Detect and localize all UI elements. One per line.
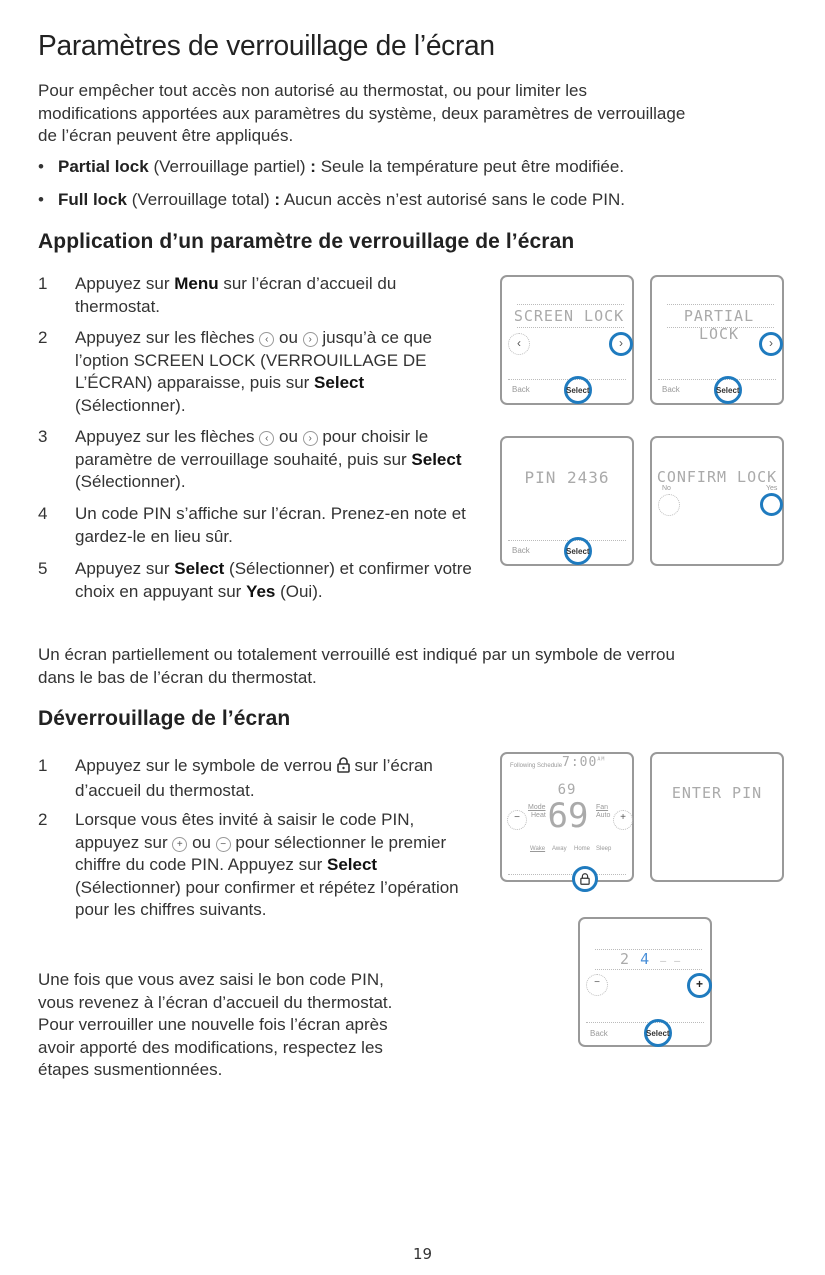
intro-line: de l’écran peuvent être appliqués. <box>38 126 294 145</box>
lcd-text: ENTER PIN <box>671 784 763 802</box>
back-button[interactable]: Back <box>662 385 680 394</box>
thermostat-screen-confirm-lock <box>650 436 784 566</box>
text: (Sélectionner) pour confirmer et répétez l’opération pour les chiffres suivants. <box>75 877 459 919</box>
step-4 <box>38 503 478 548</box>
chevron-right-icon: › <box>303 332 318 347</box>
unlock-step-2 <box>38 809 478 922</box>
step-text <box>75 755 478 802</box>
setpoint: 69 <box>557 782 577 798</box>
intro-line: Pour empêcher tout accès non autorisé au thermostat, ou pour limiter les <box>38 81 588 100</box>
lock-icon <box>337 757 350 780</box>
chevron-right-icon: › <box>619 336 623 350</box>
text: sur l’écran d’accueil du thermostat. <box>75 756 433 800</box>
step-text <box>75 809 478 922</box>
bullet-sep: : <box>310 157 316 176</box>
clock-ampm: AM <box>597 756 606 763</box>
bullet-paren: (Verrouillage partiel) <box>148 157 311 176</box>
step-number: 3 <box>38 427 48 446</box>
pin-digit-active: 4 <box>640 950 651 968</box>
text: Appuyez sur les flèches <box>75 328 260 347</box>
mode-value: Heat <box>531 812 546 819</box>
outro-line: étapes susmentionnées. <box>38 1060 223 1079</box>
step-number: 1 <box>38 756 48 775</box>
bullet-full-lock <box>38 189 625 211</box>
fan-label[interactable]: Fan <box>596 804 609 811</box>
text: (Sélectionner). <box>75 395 186 415</box>
text: ou <box>187 832 216 852</box>
thermostat-screen-enter-pin <box>650 752 784 882</box>
text: pour choisir le paramètre de verrouillage souhaité, puis sur <box>75 427 429 469</box>
schedule-status: Following Schedule <box>510 763 563 769</box>
step-2 <box>38 327 478 417</box>
yes-button-highlighted[interactable] <box>760 493 783 516</box>
thermostat-screen-partial-lock <box>650 275 784 405</box>
pin-digits <box>620 950 681 968</box>
yes-label: Yes <box>246 581 276 601</box>
step-number: 4 <box>38 504 48 523</box>
select-label: Select <box>411 449 462 469</box>
section-heading-unlock: Déverrouillage de l’écran <box>38 707 291 730</box>
clock <box>562 755 605 770</box>
text: Appuyez sur le symbole de verrou <box>75 756 337 775</box>
fan-value: Auto <box>596 812 611 819</box>
bullet-desc: Seule la température peut être modifiée. <box>315 157 625 176</box>
minus-icon: − <box>594 977 600 988</box>
bullet-paren: (Verrouillage total) <box>126 190 275 209</box>
text: pour sélectionner le premier chiffre du code PIN. Appuyez sur <box>75 832 447 874</box>
yes-label: Yes <box>766 485 778 492</box>
step-3 <box>38 426 478 494</box>
preset-wake[interactable]: Wake <box>530 846 546 852</box>
step-text <box>75 426 478 494</box>
page-title: Paramètres de verrouillage de l’écran <box>38 30 495 62</box>
select-button[interactable]: Select <box>566 547 590 556</box>
plus-icon: + <box>695 977 703 991</box>
step-text <box>75 327 478 417</box>
unlock-step-1 <box>38 755 478 802</box>
outro-paragraph <box>38 969 478 1082</box>
select-label: Select <box>314 373 365 392</box>
divider <box>595 969 702 970</box>
chevron-right-icon: › <box>769 336 773 350</box>
back-button[interactable]: Back <box>512 385 530 394</box>
page-number: 19 <box>412 1245 433 1263</box>
step-number: 2 <box>38 328 48 347</box>
text: Appuyez sur les flèches <box>75 427 260 446</box>
back-button[interactable]: Back <box>512 546 530 555</box>
intro-line: modifications apportées aux paramètres du système, deux paramètres de verrouillage <box>38 103 686 123</box>
chevron-left-icon: ‹ <box>517 336 521 350</box>
bullet-sep: : <box>274 190 281 209</box>
thermostat-screen-home-locked <box>500 752 634 882</box>
note-line: Un écran partiellement ou totalement verrouillé est indiqué par un symbole de verrou <box>38 645 675 664</box>
step-text <box>75 273 478 318</box>
lcd-text: SCREEN LOCK <box>513 307 625 325</box>
chevron-right-icon: › <box>303 431 318 446</box>
text: (Oui). <box>275 581 323 601</box>
thermostat-screen-screen-lock <box>500 275 634 405</box>
clock-time: 7:00 <box>562 755 598 770</box>
select-label: Select <box>174 559 225 578</box>
select-label: Select <box>327 855 378 874</box>
text: ou <box>274 427 303 446</box>
select-button[interactable]: Select <box>716 386 740 395</box>
menu-label: Menu <box>174 274 219 293</box>
outro-line: avoir apporté des modifications, respectez les <box>38 1037 383 1057</box>
intro-paragraph <box>38 80 798 148</box>
bullet-dot: • <box>38 190 44 209</box>
bullet-term: Partial lock <box>58 157 149 176</box>
divider <box>508 874 626 875</box>
minus-icon: − <box>514 812 520 823</box>
no-label: No <box>662 485 671 492</box>
divider <box>667 327 774 328</box>
preset-home[interactable]: Home <box>574 846 591 852</box>
thermostat-screen-pin <box>500 436 634 566</box>
divider <box>517 304 624 305</box>
divider <box>586 1022 704 1023</box>
lock-icon <box>580 872 590 890</box>
text: Appuyez sur <box>75 559 175 578</box>
chevron-left-icon: ‹ <box>259 431 274 446</box>
lcd-text: PIN 2436 <box>524 468 610 487</box>
back-button[interactable]: Back <box>590 1029 608 1038</box>
pin-digit-empty: – – <box>660 956 682 967</box>
lcd-text: PARTIAL LOCK <box>683 307 755 343</box>
text: sur l’écran d’accueil du thermostat. <box>75 274 397 316</box>
minus-icon: − <box>216 837 231 852</box>
chevron-left-icon: ‹ <box>259 332 274 347</box>
step-1 <box>38 273 478 318</box>
bullet-term: Full lock <box>58 190 127 209</box>
no-button[interactable] <box>658 494 680 516</box>
lcd-text: CONFIRM LOCK <box>656 468 778 486</box>
select-button[interactable]: Select <box>566 386 590 395</box>
indoor-temperature: 69 <box>547 796 589 836</box>
text: Lorsque vous êtes invité à saisir le code PIN, appuyez sur <box>75 810 415 852</box>
outro-line: Une fois que vous avez saisi le bon code PIN, <box>38 970 384 989</box>
text: ou <box>274 328 303 347</box>
step-number: 2 <box>38 810 48 829</box>
section-heading-apply-lock: Application d’un paramètre de verrouillage de l’écran <box>38 230 575 253</box>
bullet-desc: Aucun accès n’est autorisé sans le code PIN. <box>280 190 625 209</box>
divider <box>517 327 624 328</box>
text: (Sélectionner) et confirmer votre choix en appuyant sur <box>75 559 472 601</box>
pin-digit: 2 <box>620 950 631 968</box>
outro-line: Pour verrouiller une nouvelle fois l’écran après <box>38 1015 388 1034</box>
preset-sleep[interactable]: Sleep <box>596 846 612 852</box>
step-text: Un code PIN s’affiche sur l’écran. Prenez-en note et gardez-le en lieu sûr. <box>75 504 466 546</box>
select-button[interactable]: Select <box>646 1029 670 1038</box>
lock-indicator-note <box>38 644 808 689</box>
step-number: 5 <box>38 559 48 578</box>
outro-line: vous revenez à l’écran d’accueil du thermostat. <box>38 992 393 1012</box>
note-line: dans le bas de l’écran du thermostat. <box>38 667 317 687</box>
mode-label[interactable]: Mode <box>528 804 546 811</box>
divider <box>667 304 774 305</box>
bullet-partial-lock <box>38 156 624 178</box>
bullet-dot: • <box>38 157 44 176</box>
step-number: 1 <box>38 274 48 293</box>
preset-away[interactable]: Away <box>552 846 567 852</box>
plus-icon: + <box>620 812 626 823</box>
step-5 <box>38 558 478 603</box>
step-text <box>75 558 478 603</box>
text: (Sélectionner). <box>75 472 186 491</box>
text: jusqu’à ce que l’option SCREEN LOCK (VERROUILLAGE DE L’ÉCRAN) apparaisse, puis sur <box>75 328 432 392</box>
thermostat-screen-pin-entry <box>578 917 712 1047</box>
plus-icon: + <box>172 837 187 852</box>
text: Appuyez sur <box>75 274 175 293</box>
